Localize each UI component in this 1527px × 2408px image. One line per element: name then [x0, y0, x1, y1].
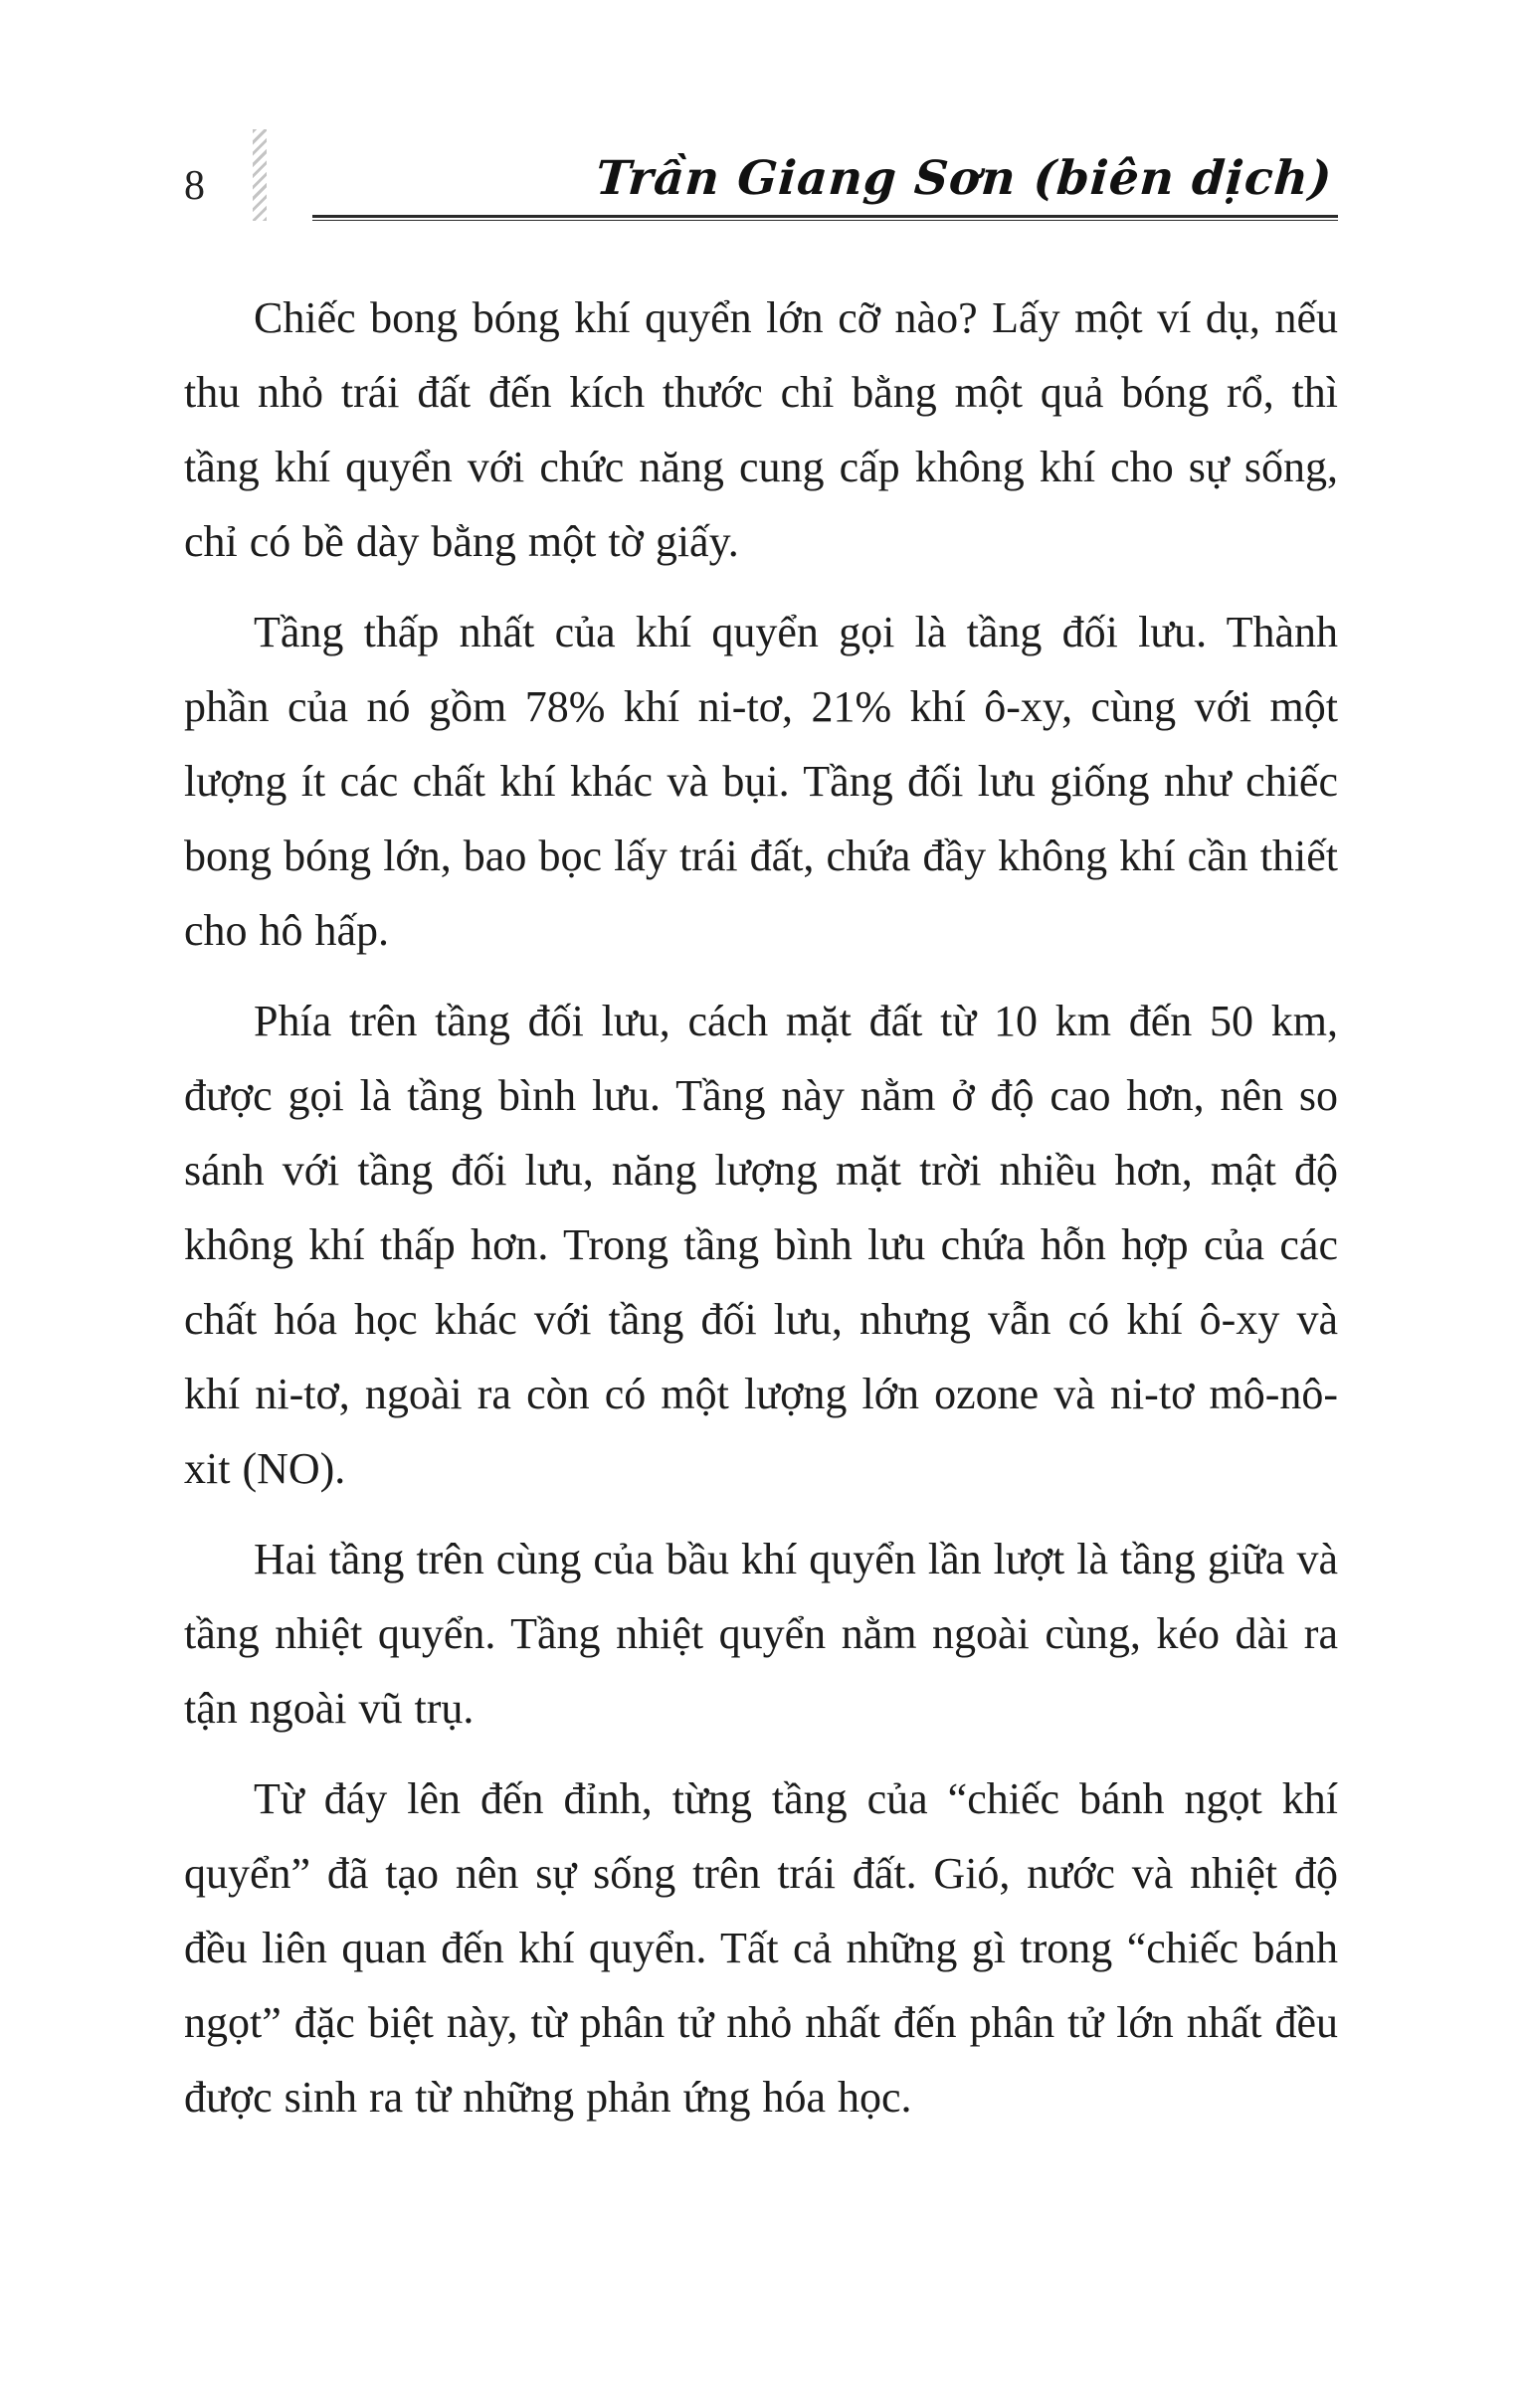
paragraph: Từ đáy lên đến đỉnh, từng tầng của “chiếc bánh ngọt khí quyển” đã tạo nên sự sống trên trái đất. Gió, nước và nhiệt độ đều liên quan đến khí quyển. Tất cả những gì trong “chiếc bánh ngọt” đặc biệt này, từ phân tử nhỏ nhất đến phân tử lớn nhất đều được sinh ra từ những phản ứng hóa học.	[184, 1774, 1338, 2122]
paragraph: Hai tầng trên cùng của bầu khí quyển lần lượt là tầng giữa và tầng nhiệt quyển. Tầng nhiệt quyển nằm ngoài cùng, kéo dài ra tận ngoài vũ trụ.	[184, 1535, 1338, 1733]
body-text	[184, 280, 1338, 2134]
header-rule	[312, 215, 1338, 221]
paragraph: Chiếc bong bóng khí quyển lớn cỡ nào? Lấy một ví dụ, nếu thu nhỏ trái đất đến kích thước chỉ bằng một quả bóng rổ, thì tầng khí quyển với chức năng cung cấp không khí cho sự sống, chỉ có bề dày bằng một tờ giấy.	[184, 293, 1338, 566]
paragraph: Phía trên tầng đối lưu, cách mặt đất từ 10 km đến 50 km, được gọi là tầng bình lưu. Tầng này nằm ở độ cao hơn, nên so sánh với tầng đối lưu, năng lượng mặt trời nhiều hơn, mật độ không khí thấp hơn. Trong tầng bình lưu chứa hỗn hợp của các chất hóa học khác với tầng đối lưu, nhưng vẫn có khí ô-xy và khí ni-tơ, ngoài ra còn có một lượng lớn ozone và ni-tơ mô-nô-xit (NO).	[184, 997, 1338, 1493]
decorative-hatch-bar	[253, 129, 267, 221]
header-right	[312, 153, 1338, 221]
page-number: 8	[184, 163, 205, 209]
paragraph: Tầng thấp nhất của khí quyển gọi là tầng đối lưu. Thành phần của nó gồm 78% khí ni-tơ, 21% khí ô-xy, cùng với một lượng ít các chất khí khác và bụi. Tầng đối lưu giống như chiếc bong bóng lớn, bao bọc lấy trái đất, chứa đầy không khí cần thiết cho hô hấp.	[184, 608, 1338, 955]
page-header	[184, 129, 1338, 221]
running-head-translator: Trần Giang Sơn (biên dịch)	[593, 151, 1334, 207]
